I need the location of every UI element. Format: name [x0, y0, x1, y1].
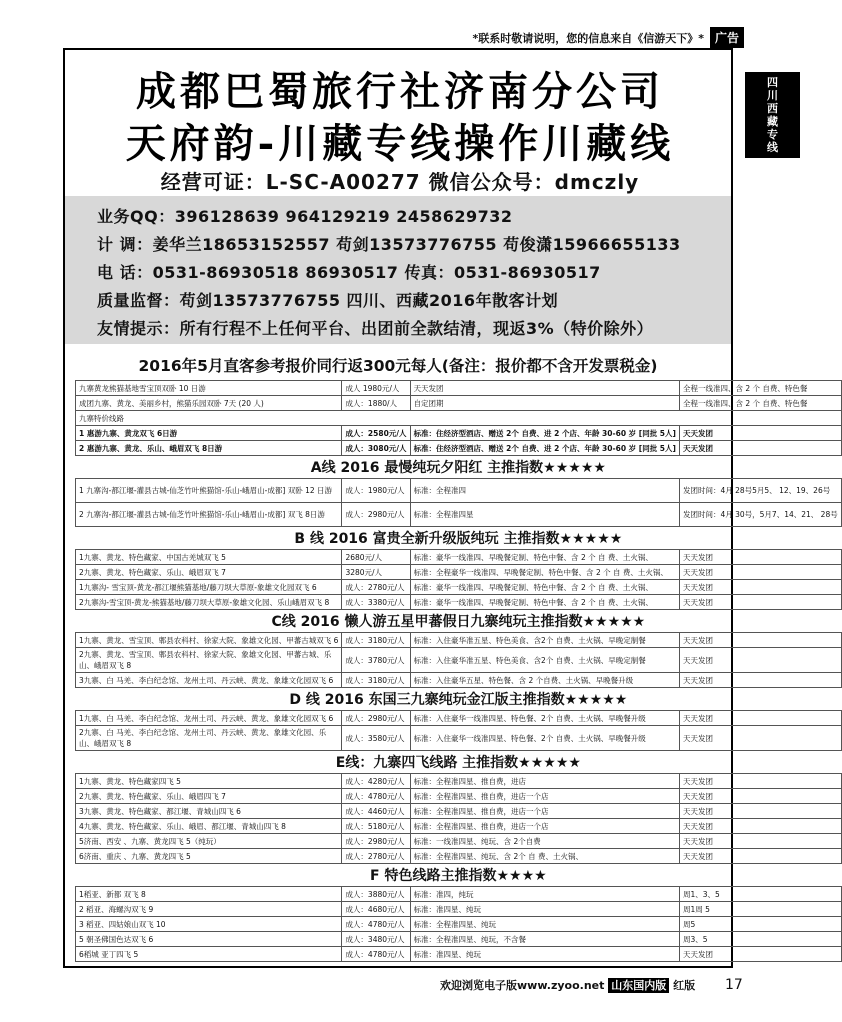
table-row — [76, 503, 842, 527]
section-header — [76, 688, 842, 711]
cell-price: 成人：2980元/人 — [342, 711, 410, 726]
cell-route: 5 朝圣佛国色达双飞 6 — [76, 932, 342, 947]
cell-price: 成人：3780元/人 — [342, 648, 410, 673]
cell-price: 成人：4680元/人 — [342, 902, 410, 917]
cell-schedule: 天天发团 — [410, 381, 679, 396]
cell-route: 2 稻亚、海螺沟双飞 9 — [76, 902, 342, 917]
cell-price: 成人：3580元/人 — [342, 726, 410, 751]
table-row — [76, 411, 842, 426]
table-row — [76, 648, 842, 673]
cell-route: 1九寨、白 马羌、李白纪念馆、龙州土司、丹云峡、黄龙、象雄文化园双飞 6 — [76, 711, 342, 726]
cell-route: 2 惠游九寨、黄龙、乐山、峨眉双飞 8日游 — [76, 441, 342, 456]
side-tab-char: 藏 — [767, 115, 778, 128]
table-row — [76, 580, 842, 595]
licence-line: 经营可证：L-SC-A00277 微信公众号：dmczly — [160, 170, 640, 194]
cell-schedule: 天天发团 — [679, 673, 841, 688]
cell-schedule: 天天发团 — [679, 774, 841, 789]
cell-route: 6济南、重庆 、九寨、黄龙四飞 5 — [76, 849, 342, 864]
cell-route: 成团九寨、黄龙、美丽乡村，熊猫乐园双卧 7天 (20 人) — [76, 396, 342, 411]
cell-standard: 标准：全程准四星、纯玩、含 2个 自 费、土火锅、 — [410, 849, 679, 864]
cell-schedule: 周5 — [679, 917, 841, 932]
cell-standard: 标准：全程准四星、纯玩 — [410, 917, 679, 932]
section-b-title: B 线 2016 富贵全新升级版纯玩 主推指数★★★★★ — [294, 531, 623, 547]
side-tab-char: 线 — [767, 141, 778, 154]
cell-price: 3280元/人 — [342, 565, 410, 580]
cell-route: 5济南、西安 、九寨、黄龙四飞 5（纯玩） — [76, 834, 342, 849]
cell-price: 成人：3480元/人 — [342, 932, 410, 947]
cell-standard: 标准：豪华一线准四、早晚餐定制、特色中餐、含 2 个 自 费、土火锅、 — [410, 595, 679, 610]
cell-standard: 标准：全程准四星、推自费，进店一个店 — [410, 804, 679, 819]
section-c-title: C线 2016 懒人游五星甲蕃假日九寨纯玩主推指数★★★★★ — [271, 614, 646, 630]
cell-standard: 标准：入住豪华五星、特色餐、含 2 个自费、土火锅、早晚餐升级 — [410, 673, 679, 688]
cell-schedule: 自定团期 — [410, 396, 679, 411]
cell-price: 成人：2780元/人 — [342, 580, 410, 595]
qq-line: 业务QQ：396128639 964129219 2458629732 — [97, 207, 513, 226]
cell-standard: 标准：准四星、纯玩 — [410, 947, 679, 962]
table-row — [76, 774, 842, 789]
section-d-title: D 线 2016 东国三九寨纯玩金江版主推指数★★★★★ — [289, 692, 628, 708]
cell-price: 成人：3880元/人 — [342, 887, 410, 902]
footer — [440, 977, 695, 993]
cell-standard: 标准：豪华一线准四、早晚餐定制、特色中餐、含 2 个 自 费、土火锅、 — [410, 550, 679, 565]
cell-route: 2九寨、黄龙、特色藏家、乐山、峨眉四飞 7 — [76, 789, 342, 804]
cell-price: 成人：4280元/人 — [342, 774, 410, 789]
cell-route: 1稻亚、新都 双飞 8 — [76, 887, 342, 902]
cell-route: 1九寨、黄龙、特色藏家四飞 5 — [76, 774, 342, 789]
cell-standard: 标准：全程准四星、推自费，进店一个店 — [410, 819, 679, 834]
company-subtitle: 天府韵-川藏专线操作川藏线 — [125, 120, 675, 167]
side-tab-char: 专 — [767, 128, 778, 141]
table-row — [76, 804, 842, 819]
cell-schedule: 天天发团 — [679, 834, 841, 849]
planner-line: 计 调：姜华兰18653152557 苟剑13573776755 苟俊潇15966655133 — [97, 235, 681, 254]
cell-price: 成人：3380元/人 — [342, 595, 410, 610]
table-row — [76, 550, 842, 565]
ad-frame — [63, 48, 838, 968]
source-notice: *联系时敬请说明，您的信息来自《信游天下》* — [472, 32, 704, 45]
cell-route: 1九寨、黄龙、特色藏家、中国古羌城双飞 5 — [76, 550, 342, 565]
cell-schedule: 周1、3、5 — [679, 887, 841, 902]
cell-price: 成人：3180元/人 — [342, 633, 410, 648]
cell-price: 成人：5180元/人 — [342, 819, 410, 834]
cell-standard: 标准：住经济型酒店、赠送 2个 自费、进 2 个店、年龄 30-60 岁 [同批 5人] — [410, 441, 679, 456]
contact-block — [65, 196, 731, 344]
top-bar — [0, 0, 800, 48]
cell-standard: 全程一线准四、含 2 个 自费、特色餐 — [679, 381, 841, 396]
cell-standard: 标准：入住豪华准五星、特色美食、含2个 自费、土火锅、早晚定制餐 — [410, 648, 679, 673]
side-tab-char: 川 — [767, 89, 778, 102]
footer-url: 欢迎浏览电子版www.zyoo.net — [440, 979, 605, 992]
cell-schedule: 天天发团 — [679, 789, 841, 804]
cell-schedule: 天天发团 — [679, 819, 841, 834]
section-header — [76, 864, 842, 887]
table-row — [76, 633, 842, 648]
company-title: 成都巴蜀旅行社济南分公司 — [136, 68, 664, 115]
table-row — [76, 789, 842, 804]
cell-price: 成人：4460元/人 — [342, 804, 410, 819]
table-row — [76, 947, 842, 962]
cell-standard: 标准：入住豪华一线准四星、特色餐、2个 自费、土火锅、早晚餐升级 — [410, 726, 679, 751]
cell-standard: 标准：全程准四星 — [410, 503, 679, 527]
table-row — [76, 932, 842, 947]
cell-schedule: 发团时间：4月 30号，5月7、14、21、 28号 — [679, 503, 841, 527]
table-row — [76, 565, 842, 580]
section-header — [76, 456, 842, 479]
cell-price: 成人：2780元/人 — [342, 849, 410, 864]
cell-schedule: 天天发团 — [679, 550, 841, 565]
cell-schedule: 天天发团 — [679, 441, 841, 456]
cell-price: 成人 1980元/人 — [342, 381, 410, 396]
cell-price: 成人：2580元/人 — [342, 426, 410, 441]
cell-standard: 标准：一线准四星、纯玩、含 2个自费 — [410, 834, 679, 849]
cell-schedule: 天天发团 — [679, 947, 841, 962]
cell-schedule: 天天发团 — [679, 580, 841, 595]
table-row — [76, 819, 842, 834]
cell-price: 2680元/人 — [342, 550, 410, 565]
cell-standard: 标准：准四，纯玩 — [410, 887, 679, 902]
reminder-line: 友情提示：所有行程不上任何平台、出团前全款结清，现返3%（特价除外） — [97, 319, 654, 338]
price-table — [75, 380, 842, 962]
supervision-line: 质量监督：苟剑13573776755 四川、西藏2016年散客计划 — [97, 291, 559, 310]
cell-standard: 标准：全程准四星、纯玩，不含餐 — [410, 932, 679, 947]
side-tab-char: 四 — [767, 76, 778, 89]
cell-category: 九寨特价线路 — [76, 411, 842, 426]
edition-tag: 山东国内版 — [608, 978, 669, 993]
cell-standard: 标准：入住豪华准五星、特色美食、含2个 自费、土火锅、早晚定制餐 — [410, 633, 679, 648]
cell-route: 1九寨、黄龙、雪宝顶、郫县农科村、徐家大院、象雄文化园、甲蕃古城双飞 6 — [76, 633, 342, 648]
cell-standard: 标准：豪华一线准四、早晚餐定制、特色中餐、含 2 个 自 费、土火锅、 — [410, 580, 679, 595]
cell-price: 成人：3080元/人 — [342, 441, 410, 456]
cell-route: 九寨黄龙熊猫基地雪宝顶双卧 10 日游 — [76, 381, 342, 396]
cell-standard: 标准：全程豪华一线准四、早晚餐定制、特色中餐、含 2 个 自 费、土火锅、 — [410, 565, 679, 580]
section-e-title: E线：九寨四飞线路 主推指数★★★★★ — [335, 755, 581, 771]
table-row — [76, 726, 842, 751]
cell-price: 成人：2980元/人 — [342, 834, 410, 849]
cell-price: 成人：2980元/人 — [342, 503, 410, 527]
table-row — [76, 902, 842, 917]
cell-standard: 标准：入住豪华一线准四星、特色餐、2个 自费、土火锅、早晚餐升级 — [410, 711, 679, 726]
cell-schedule: 周3、5 — [679, 932, 841, 947]
red-edition-label: 红版 — [673, 979, 696, 992]
cell-price: 成人：4780元/人 — [342, 917, 410, 932]
cell-price: 成人：3180元/人 — [342, 673, 410, 688]
side-tab-char: 西 — [767, 102, 778, 115]
cell-schedule: 天天发团 — [679, 804, 841, 819]
table-row — [76, 396, 842, 411]
cell-schedule: 发团时间：4月 28号5月5、 12、19、26号 — [679, 479, 841, 503]
cell-standard: 全程一线准四、含 2 个 自费、特色餐 — [679, 396, 841, 411]
table-row — [76, 887, 842, 902]
cell-standard: 标准：住经济型酒店、赠送 2个 自费、进 2 个店、年龄 30-60 岁 [同批 5人] — [410, 426, 679, 441]
cell-standard: 标准：全程准四 — [410, 479, 679, 503]
cell-route: 6稻城 亚丁四飞 5 — [76, 947, 342, 962]
table-row — [76, 849, 842, 864]
cell-standard: 标准：全程准四星、推自费，进店 — [410, 774, 679, 789]
section-f-title: F 特色线路主推指数★★★★ — [370, 868, 547, 884]
cell-route: 3九寨、白 马羌、李白纪念馆、龙州土司、丹云峡、黄龙、象雄文化园双飞 6 — [76, 673, 342, 688]
cell-schedule: 天天发团 — [679, 849, 841, 864]
cell-route: 4九寨、黄龙、特色藏家、乐山、峨眉、都江堰、青城山四飞 8 — [76, 819, 342, 834]
cell-schedule: 天天发团 — [679, 726, 841, 751]
price-title: 2016年5月直客参考报价同行返300元每人(备注：报价都不含开发票税金) — [138, 357, 658, 375]
cell-schedule: 周1周 5 — [679, 902, 841, 917]
table-row — [76, 479, 842, 503]
cell-route: 2九寨、黄龙、雪宝顶、郫县农科村、徐家大院、象雄文化园、甲蕃古城、乐山、峨眉双飞 8 — [76, 648, 342, 673]
cell-schedule: 天天发团 — [679, 711, 841, 726]
phone-line: 电 话：0531-86930518 86930517 传真：0531-86930517 — [97, 263, 601, 282]
section-header — [76, 751, 842, 774]
table-row — [76, 595, 842, 610]
cell-price: 成人：1880/人 — [342, 396, 410, 411]
ad-tag: 广告 — [710, 27, 744, 48]
cell-route: 3 稻亚、四姑娘山双飞 10 — [76, 917, 342, 932]
table-row — [76, 917, 842, 932]
table-row — [76, 834, 842, 849]
section-header — [76, 527, 842, 550]
section-a-title: A线 2016 最慢纯玩夕阳红 主推指数★★★★★ — [310, 460, 606, 476]
cell-route: 2 九寨沟-都江堰-灌县古城-仙芝竹叶熊猫馆-乐山-峨眉山-成都] 双飞 8日游 — [76, 503, 342, 527]
section-header — [76, 610, 842, 633]
cell-route: 2九寨、黄龙、特色藏家、乐山、峨眉双飞 7 — [76, 565, 342, 580]
table-row — [76, 441, 842, 456]
cell-route: 2九寨沟-雪宝顶-黄龙-熊猫基地/藤刀坝大草原-象雄文化园、乐山峨眉双飞 8 — [76, 595, 342, 610]
cell-route: 1 九寨沟-都江堰-灌县古城-仙芝竹叶熊猫馆-乐山-峨眉山-成都] 双卧 12 日游 — [76, 479, 342, 503]
cell-schedule: 天天发团 — [679, 595, 841, 610]
side-tab — [745, 72, 800, 158]
page-number: 17 — [725, 977, 743, 993]
table-row — [76, 673, 842, 688]
table-row — [76, 711, 842, 726]
table-row — [76, 381, 842, 396]
cell-schedule: 天天发团 — [679, 648, 841, 673]
cell-route: 2九寨、白 马羌、李白纪念馆、龙州土司、丹云峡、黄龙、象雄文化园、乐山、峨眉双飞 8 — [76, 726, 342, 751]
cell-standard: 标准：准四星、纯玩 — [410, 902, 679, 917]
cell-schedule: 天天发团 — [679, 633, 841, 648]
cell-schedule: 天天发团 — [679, 565, 841, 580]
cell-route: 3九寨、黄龙、特色藏家、都江堰、青城山四飞 6 — [76, 804, 342, 819]
cell-standard: 标准：全程准四星、推自费，进店一个店 — [410, 789, 679, 804]
cell-price: 成人：4780元/人 — [342, 947, 410, 962]
table-row — [76, 426, 842, 441]
cell-route: 1九寨沟- 雪宝顶-黄龙-都江堰熊猫基地/藤刀坝大草原-象雄文化园双飞 6 — [76, 580, 342, 595]
cell-route: 1 惠游九寨、黄龙双飞 6日游 — [76, 426, 342, 441]
cell-price: 成人：4780元/人 — [342, 789, 410, 804]
cell-schedule: 天天发团 — [679, 426, 841, 441]
cell-price: 成人：1980元/人 — [342, 479, 410, 503]
